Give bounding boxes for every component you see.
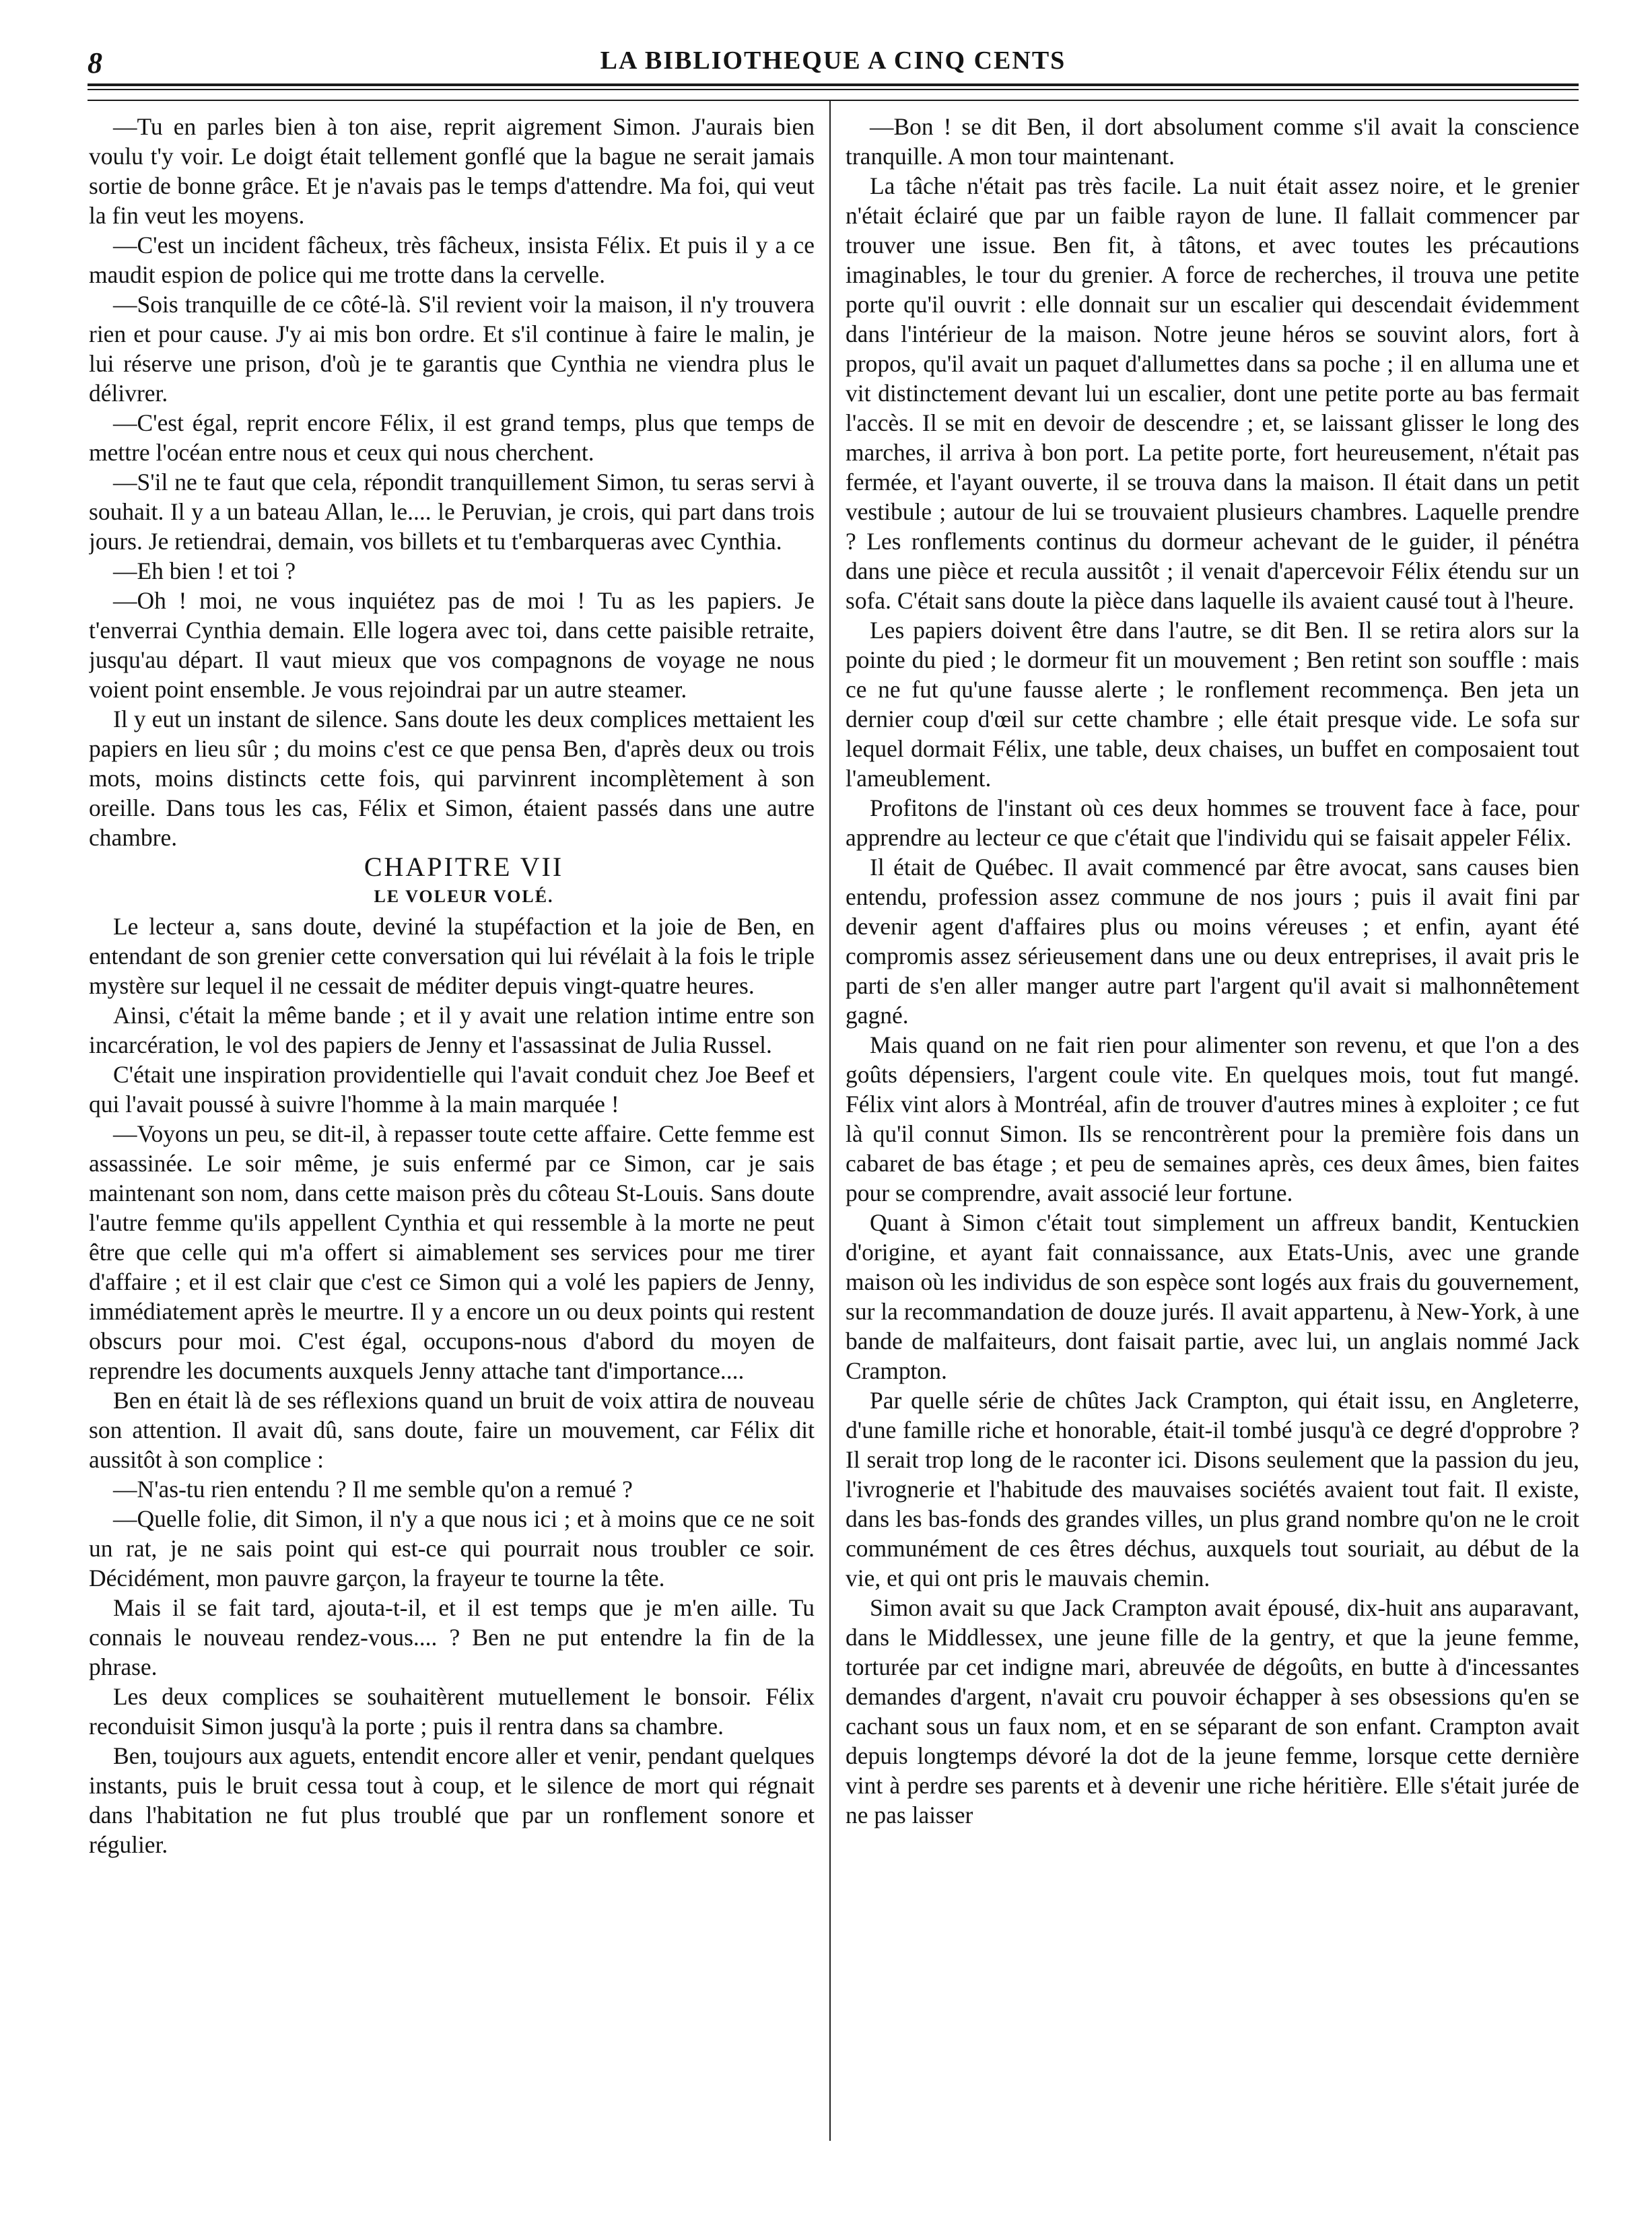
- paragraph: —Quelle folie, dit Simon, il n'y a que nous ici ; et à moins que ce ne soit un rat, je ne sais point qui est-ce qui pourrait nous troubler ce soir. Décidément, mon pauvre garçon, la frayeur te tourne la tête.: [89, 1505, 815, 1591]
- paragraph: Mais il se fait tard, ajouta-t-il, et il est temps que je m'en aille. Tu connais le nouveau rendez-vous.... ? Ben ne put entendre la fin de la phrase.: [89, 1594, 815, 1680]
- paragraph: —N'as-tu rien entendu ? Il me semble qu'on a remué ?: [113, 1476, 633, 1503]
- paragraph: Quant à Simon c'était tout simplement un affreux bandit, Kentuckien d'origine, et ayant fait connaissance, aux Etats-Unis, avec une grande maison où les individus de son espèce sont logés aux frais du gouvernement, sur la recommandation de douze jurés. Il avait appartenu, à New-York, à une bande de malfaiteurs, dont faisait partie, avec lui, un anglais nommé Jack Crampton.: [846, 1209, 1579, 1384]
- paragraph: Ben, toujours aux aguets, entendit encore aller et venir, pendant quelques instants, puis le bruit cessa tout à coup, et le silence de mort qui régnait dans l'habitation ne fut plus troublé que par un ronflement sonore et régulier.: [89, 1742, 815, 1858]
- paragraph: Profitons de l'instant où ces deux hommes se trouvent face à face, pour apprendre au lecteur ce que c'était que l'individu qui se faisait appeler Félix.: [846, 794, 1579, 851]
- paragraph: —Bon ! se dit Ben, il dort absolument comme s'il avait la conscience tranquille. A mon tour maintenant.: [846, 113, 1579, 170]
- paragraph: —Sois tranquille de ce côté-là. S'il revient voir la maison, il n'y trouvera rien et pour cause. J'y ai mis bon ordre. Et s'il continue à faire le malin, je lui réserve une prison, d'où je te garantis que Cynthia ne viendra plus le délivrer.: [89, 291, 815, 407]
- right-column: [846, 112, 1579, 2138]
- running-title: LA BIBLIOTHEQUE A CINQ CENTS: [600, 46, 1066, 75]
- paragraph: Il était de Québec. Il avait commencé par être avocat, sans causes bien entendu, profession assez commune de nos jours ; puis il avait fini par devenir agent d'affaires plus ou moins véreuses ; et enfin, ayant été compromis assez sérieusement dans une ou deux entreprises, il avait pris le parti de s'en aller manger autre part l'argent qu'il avait si malhonnêtement gagné.: [846, 854, 1579, 1029]
- paragraph: La tâche n'était pas très facile. La nuit était assez noire, et le grenier n'était éclairé que par un faible rayon de lune. Il fallait commencer par trouver une issue. Ben fit, à tâtons, et avec toutes les précautions imaginables, le tour du grenier. A force de recherches, il trouva une petite porte qu'il ouvrit : elle donnait sur un escalier qui descendait évidemment dans l'intérieur de la maison. Notre jeune héros se souvint alors, fort à propos, qu'il avait un paquet d'allumettes dans sa poche ; il en alluma une et vit distinctement devant lui un escalier, dont une petite porte au bas fermait l'accès. Il se mit en devoir de descendre ; et, se laissant glisser le long des marches, il arriva à bon port. La petite porte, fort heureusement, n'était pas fermée, et l'ayant ouverte, il se trouva dans la maison. Il était dans un petit vestibule ; autour de lui se trouvaient plusieurs chambres. Laquelle prendre ? Les ronflements continus du dormeur achevant de le guider, il pénétra dans une pièce et recula aussitôt ; il venait d'apercevoir Félix étendu sur un sofa. C'était sans doute la pièce dans laquelle ils avaient causé tout à l'heure.: [846, 172, 1579, 614]
- paragraph: C'était une inspiration providentielle qui l'avait conduit chez Joe Beef et qui l'avait poussé à suivre l'homme à la main marquée !: [89, 1061, 815, 1118]
- chapter-heading: CHAPITRE VII: [364, 852, 564, 882]
- paragraph: —Voyons un peu, se dit-il, à repasser toute cette affaire. Cette femme est assassinée. Le soir même, je suis enfermé par ce Simon, car je sais maintenant son nom, dans cette maison près du côteau St-Louis. Sans doute l'autre femme qu'ils appellent Cynthia et qui ressemble à la morte ne peut être que celle qui m'a offert si aimablement ses services pour me tirer d'affaire ; et il est clair que c'est ce Simon qui a volé les papiers de Jenny, immédiatement après le meurtre. Il y a encore un ou deux points qui restent obscurs pour moi. C'est égal, occupons-nous d'abord du moyen de reprendre les documents auxquels Jenny attache tant d'importance....: [89, 1120, 815, 1384]
- paragraph: Mais quand on ne fait rien pour alimenter son revenu, et que l'on a des goûts dépensiers, l'argent coule vite. En quelques mois, tout fut mangé. Félix vint alors à Montréal, afin de trouver d'autres mines à exploiter ; ce fut là qu'il connut Simon. Ils se rencontrèrent pour la première fois dans un cabaret de bas étage ; et peu de semaines après, ces deux âmes, bien faites pour se comprendre, avait associé leur fortune.: [846, 1031, 1579, 1206]
- paragraph: —Eh bien ! et toi ?: [113, 557, 296, 584]
- paragraph: —C'est un incident fâcheux, très fâcheux, insista Félix. Et puis il y a ce maudit espion de police qui me trotte dans la cervelle.: [89, 232, 815, 288]
- paragraph: Ainsi, c'était la même bande ; et il y avait une relation intime entre son incarcération, le vol des papiers de Jenny et l'assassinat de Julia Russel.: [89, 1002, 815, 1058]
- paragraph: —Tu en parles bien à ton aise, reprit aigrement Simon. J'aurais bien voulu t'y voir. Le doigt était tellement gonflé que la bague ne serait jamais sortie de bonne grâce. Et je n'avais pas le temps d'attendre. Ma foi, qui veut la fin veut les moyens.: [89, 113, 815, 229]
- chapter-subtitle: LE VOLEUR VOLÉ.: [374, 887, 554, 906]
- paragraph: Les papiers doivent être dans l'autre, se dit Ben. Il se retira alors sur la pointe du pied ; le dormeur fit un mouvement ; Ben retint son souffle : mais ce ne fut qu'une fausse alerte ; le ronflement recommença. Ben jeta un dernier coup d'œil sur cette chambre ; elle était presque vide. Le sofa sur lequel dormait Félix, une table, deux chaises, un buffet en composaient tout l'ameublement.: [846, 617, 1579, 792]
- paragraph: —S'il ne te faut que cela, répondit tranquillement Simon, tu seras servi à souhait. Il y a un bateau Allan, le.... le Peruvian, je crois, qui part dans trois jours. Je retiendrai, demain, vos billets et tu t'embarqueras avec Cynthia.: [89, 469, 815, 555]
- paragraph: —C'est égal, reprit encore Félix, il est grand temps, plus que temps de mettre l'océan entre nous et ceux qui nous cherchent.: [89, 409, 815, 466]
- page-header: [88, 46, 1579, 79]
- paragraph: Ben en était là de ses réflexions quand un bruit de voix attira de nouveau son attention. Il avait dû, sans doute, faire un mouvement, car Félix dit aussitôt à son complice :: [89, 1387, 815, 1473]
- header-rule-lower: [88, 100, 1579, 101]
- paragraph: Il y eut un instant de silence. Sans doute les deux complices mettaient les papiers en lieu sûr ; du moins c'est ce que pensa Ben, d'après deux ou trois mots, moins distincts cette fois, qui parvinrent incomplètement à son oreille. Dans tous les cas, Félix et Simon, étaient passés dans une autre chambre.: [89, 706, 815, 851]
- paragraph: Les deux complices se souhaitèrent mutuellement le bonsoir. Félix reconduisit Simon jusqu'à la porte ; puis il rentra dans sa chambre.: [89, 1683, 815, 1740]
- paragraph: —Oh ! moi, ne vous inquiétez pas de moi ! Tu as les papiers. Je t'enverrai Cynthia demain. Elle logera avec toi, dans cette paisible retraite, jusqu'au départ. Il vaut mieux que vos compagnons de voyage ne nous voient point ensemble. Je vous rejoindrai par un autre steamer.: [89, 587, 815, 703]
- paragraph: Par quelle série de chûtes Jack Crampton, qui était issu, en Angleterre, d'une famille riche et honorable, était-il tombé jusqu'à ce degré d'opprobre ? Il serait trop long de le raconter ici. Disons seulement que la passion du jeu, l'ivrognerie et l'habitude des mauvaises sociétés avaient tout fait. Il existe, dans les bas-fonds des grandes villes, un plus grand nombre qu'on ne le croit communément de ces êtres déchus, auxquels tout souriait, au début de la vie, et qui ont pris le mauvais chemin.: [846, 1387, 1579, 1591]
- paragraph: Le lecteur a, sans doute, deviné la stupéfaction et la joie de Ben, en entendant de son grenier cette conversation qui lui révélait à la fois le triple mystère sur lequel il ne cessait de méditer depuis vingt-quatre heures.: [89, 913, 815, 999]
- left-column: [89, 112, 815, 2138]
- page-number: 8: [88, 46, 102, 79]
- column-divider: [829, 101, 831, 2141]
- header-rule-thin: [88, 89, 1579, 90]
- paragraph: Simon avait su que Jack Crampton avait épousé, dix-huit ans auparavant, dans le Middlessex, une jeune fille de la gentry, et que la jeune femme, torturée par cet indigne mari, abreuvée de dégoûts, en butte à d'incessantes demandes d'argent, n'avait cru pouvoir échapper à ses obsessions qu'en se cachant sous un faux nom, et en se séparant de son enfant. Crampton avait depuis longtemps dévoré la dot de la jeune femme, lorsque cette dernière vint à perdre ses parents et à devenir une riche héritière. Elle s'était jurée de ne pas laisser: [846, 1594, 1579, 1828]
- header-rule-thick: [88, 83, 1579, 86]
